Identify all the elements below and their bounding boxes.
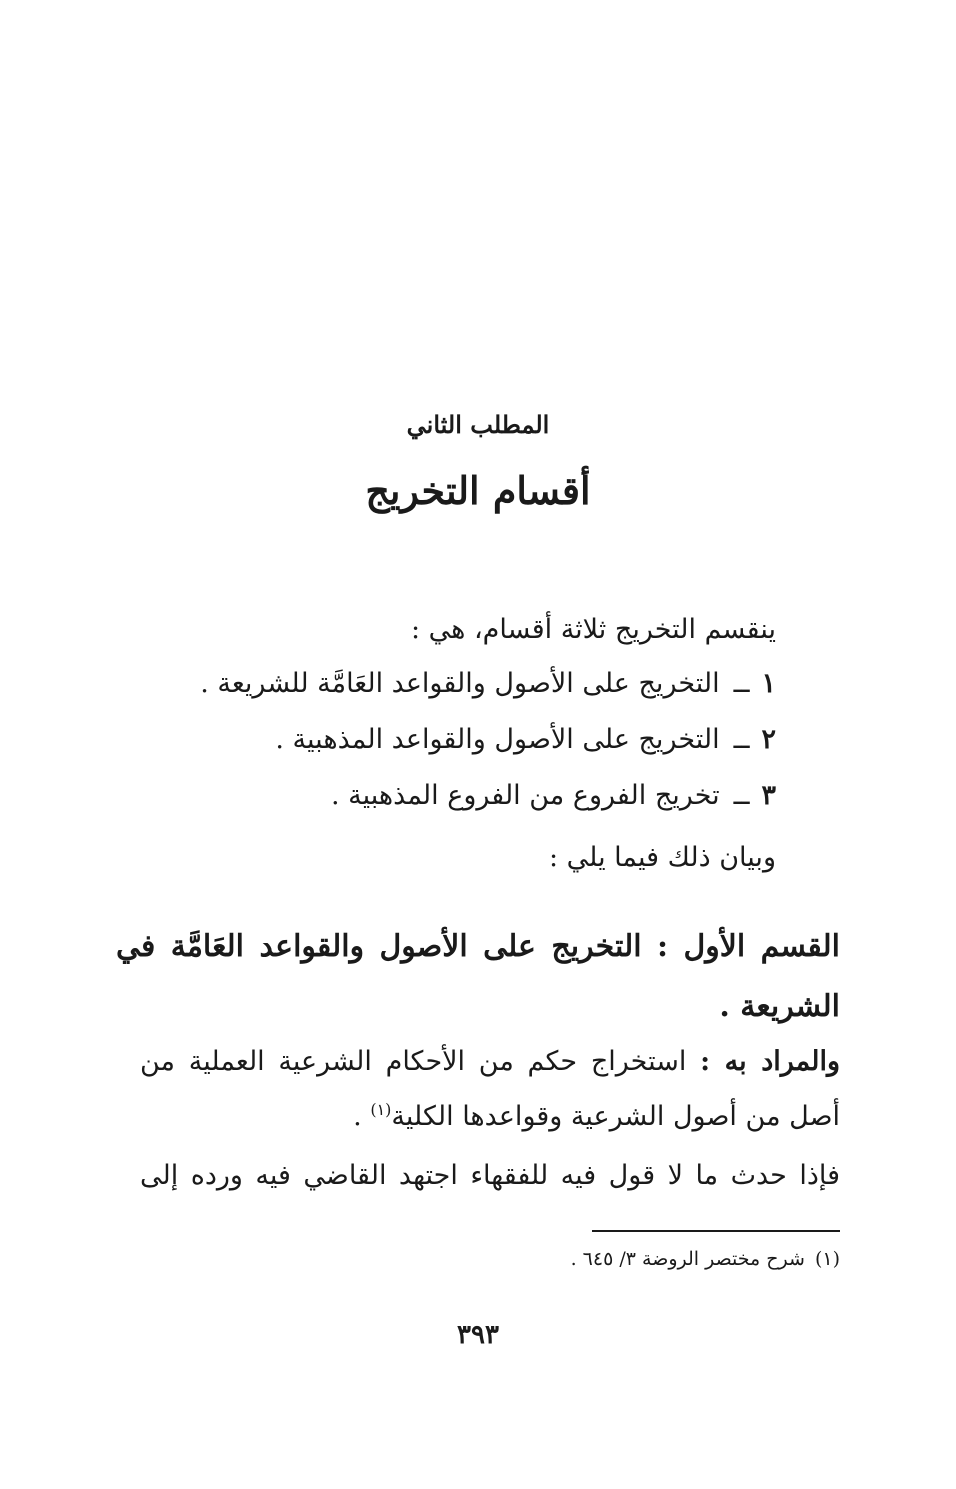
footnote: [571, 1248, 840, 1270]
part-one-heading: القسم الأول : التخريج على الأصول والقواعد العَامَّة في: [116, 929, 840, 964]
list-item-number: ١: [761, 668, 776, 699]
list-item: [331, 780, 776, 811]
list-item: [275, 724, 776, 755]
footnote-reference[interactable]: (١): [370, 1100, 392, 1119]
intro-line: ينقسم التخريج ثلاثة أقسام، هي :: [410, 614, 776, 645]
list-item-text: تخريج الفروع من الفروع المذهبية .: [330, 780, 720, 811]
section-label: المطلب الثاني: [406, 410, 550, 439]
footnote-divider: [592, 1230, 840, 1232]
definition-period: .: [353, 1101, 371, 1132]
list-item-text: التخريج على الأصول والقواعد العَامَّة للشريعة .: [200, 668, 720, 699]
definition-line: [140, 1046, 840, 1077]
list-item-dash: ــ: [733, 668, 750, 699]
list-item-dash: ــ: [733, 780, 750, 811]
list-item-number: ٣: [761, 780, 776, 811]
definition-line-continuation: [353, 1100, 840, 1132]
list-item-text: التخريج على الأصول والقواعد المذهبية .: [275, 724, 720, 755]
paragraph-line: فإذا حدث ما لا قول فيه للفقهاء اجتهد القاضي فيه ورده إلى: [140, 1160, 840, 1191]
list-item: [200, 668, 776, 699]
part-one-heading-continuation: الشريعة .: [719, 989, 840, 1024]
footnote-number: (١): [814, 1248, 840, 1270]
definition-lead: والمراد به :: [700, 1046, 840, 1077]
footnote-text: شرح مختصر الروضة ٣/ ٦٤٥ .: [570, 1248, 805, 1270]
outro-line: وبيان ذلك فيما يلي :: [548, 842, 776, 873]
definition-text: استخراج حكم من الأحكام الشرعية العملية من: [140, 1046, 687, 1077]
list-item-dash: ــ: [733, 724, 750, 755]
list-item-number: ٢: [761, 724, 776, 755]
section-title: أقسام التخريج: [365, 468, 591, 513]
page-number: ٣٩٣: [457, 1320, 499, 1350]
definition-text-end: أصل من أصول الشرعية وقواعدها الكلية: [391, 1101, 840, 1132]
